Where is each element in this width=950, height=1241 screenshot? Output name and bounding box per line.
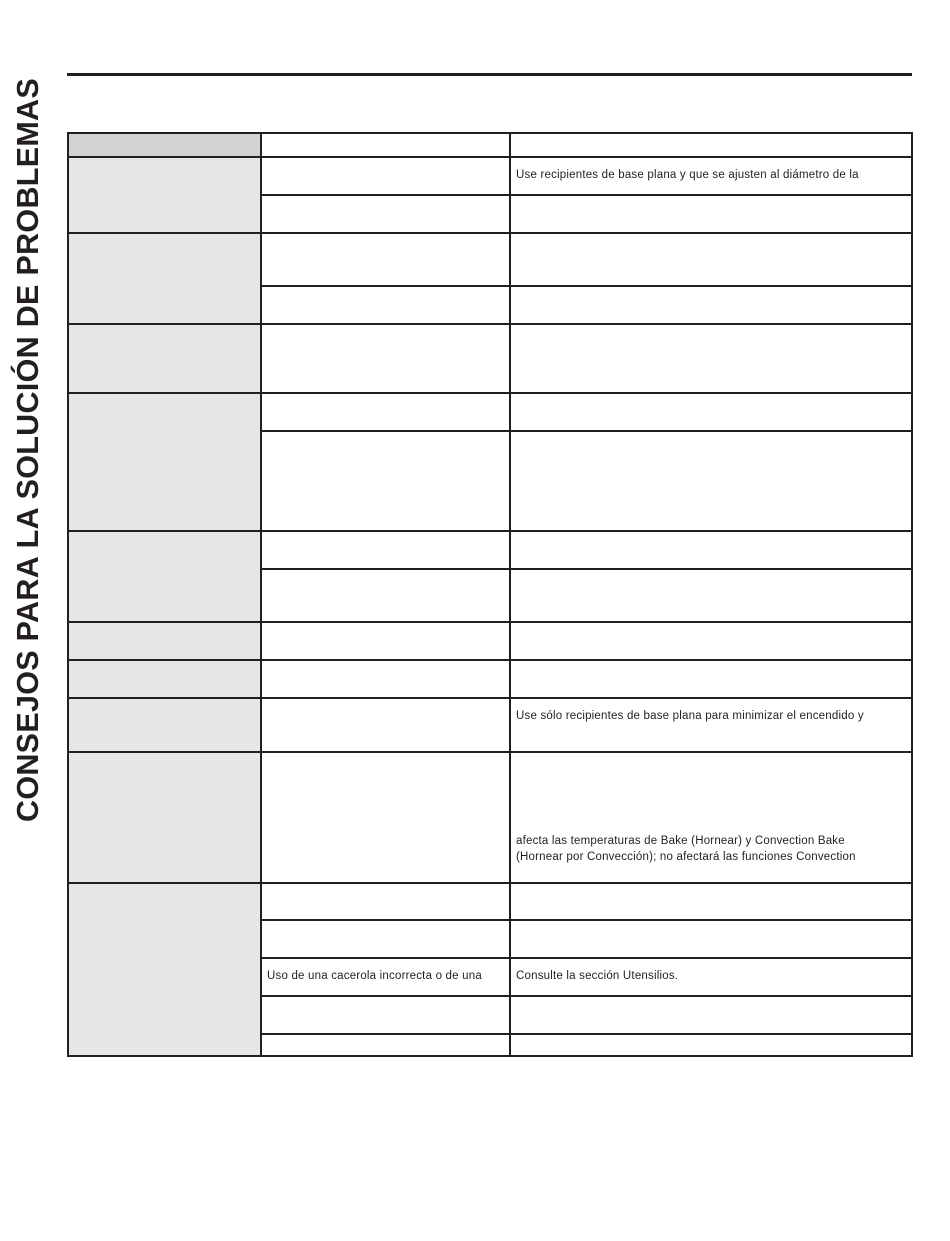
cause-cell xyxy=(261,157,510,195)
solution-cell xyxy=(510,569,912,622)
solution-cell xyxy=(510,752,912,883)
solution-cell: Use sólo recipientes de base plana para minimizar el encendido y xyxy=(510,698,912,752)
cause-cell xyxy=(261,393,510,431)
table-row xyxy=(68,393,912,431)
table-row xyxy=(68,883,912,920)
solution-cell xyxy=(510,531,912,569)
solution-cell xyxy=(510,195,912,233)
problem-cell xyxy=(68,660,261,698)
cause-cell xyxy=(261,883,510,920)
solution-cell xyxy=(510,883,912,920)
header-rule xyxy=(67,73,912,76)
cause-cell xyxy=(261,431,510,531)
table-row xyxy=(68,698,912,752)
table-row xyxy=(68,622,912,660)
table-row xyxy=(68,752,912,883)
problem-cell xyxy=(68,531,261,622)
cause-cell xyxy=(261,195,510,233)
solution-cell xyxy=(510,324,912,393)
cause-cell xyxy=(261,286,510,324)
problem-cell xyxy=(68,393,261,531)
problem-cell xyxy=(68,883,261,1056)
solution-cell xyxy=(510,660,912,698)
solution-cell xyxy=(510,233,912,286)
problem-cell xyxy=(68,324,261,393)
solution-cell xyxy=(510,393,912,431)
cause-cell xyxy=(261,920,510,958)
table-header-row xyxy=(68,133,912,157)
solution-cell xyxy=(510,286,912,324)
cause-cell xyxy=(261,1034,510,1056)
header-problem xyxy=(68,133,261,157)
cause-cell xyxy=(261,698,510,752)
cause-cell xyxy=(261,660,510,698)
cause-cell xyxy=(261,752,510,883)
solution-text-line: afecta las temperaturas de Bake (Hornear) y Convection Bake xyxy=(516,835,845,847)
solution-cell: Consulte la sección Utensilios. xyxy=(510,958,912,996)
problem-cell xyxy=(68,233,261,324)
problem-cell xyxy=(68,752,261,883)
problem-cell xyxy=(68,698,261,752)
table-row xyxy=(68,531,912,569)
section-title-vertical: CONSEJOS PARA LA SOLUCIÓN DE PROBLEMAS xyxy=(11,77,45,822)
solution-cell: Use recipientes de base plana y que se ajusten al diámetro de la xyxy=(510,157,912,195)
troubleshooting-table xyxy=(67,132,913,1057)
table-row xyxy=(68,233,912,286)
problem-cell xyxy=(68,622,261,660)
cause-cell xyxy=(261,996,510,1034)
table-row xyxy=(68,660,912,698)
cause-cell xyxy=(261,569,510,622)
cause-cell xyxy=(261,233,510,286)
solution-cell xyxy=(510,996,912,1034)
solution-text-line: (Hornear por Convección); no afectará las funciones Convection xyxy=(516,851,856,863)
solution-cell xyxy=(510,431,912,531)
solution-cell xyxy=(510,920,912,958)
cause-cell xyxy=(261,622,510,660)
solution-cell xyxy=(510,1034,912,1056)
problem-cell xyxy=(68,157,261,233)
solution-cell xyxy=(510,622,912,660)
table-row xyxy=(68,157,912,195)
header-solution xyxy=(510,133,912,157)
cause-cell xyxy=(261,531,510,569)
header-cause xyxy=(261,133,510,157)
cause-cell: Uso de una cacerola incorrecta o de una xyxy=(261,958,510,996)
cause-cell xyxy=(261,324,510,393)
table-row xyxy=(68,324,912,393)
